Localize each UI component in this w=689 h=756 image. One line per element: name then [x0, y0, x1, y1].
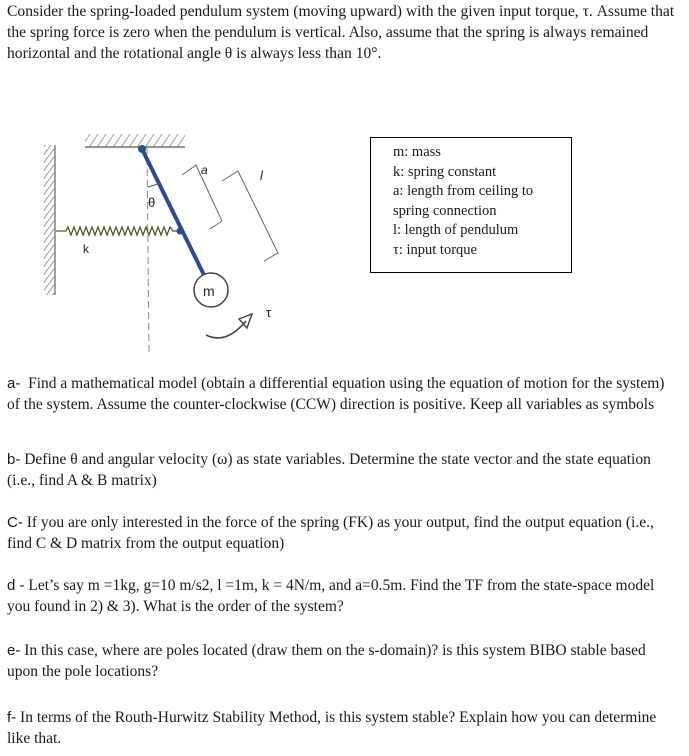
question-b-label: b- [7, 451, 21, 468]
question-a [7, 373, 679, 415]
k-label: k [83, 242, 89, 256]
question-a-text: Find a mathematical model (obtain a differential equation using the equation of motion for the system) of the system. Assume the counter-clockwise (CCW) direction is positive. Keep all variables as symbols [7, 375, 665, 413]
problem-intro: Consider the spring-loaded pendulum system (moving upward) with the given input torque, τ. Assume that the spring force is zero when the pendulum is vertical. Also, assume that the spring is always remained horizontal and the rotational angle θ is always less than 10°. [7, 3, 675, 62]
pendulum-rod [142, 149, 204, 275]
spring [56, 227, 180, 235]
theta-label: θ [148, 195, 156, 210]
legend-mass: m: mass [393, 144, 441, 160]
tau-label: τ [266, 305, 272, 320]
question-c-text: If you are only interested in the force of the spring (FK) as your output, find the output equation (i.e., find C & D matrix from the output equation) [7, 514, 654, 552]
question-e-text: In this case, where are poles located (draw them on the s-domain)? is this system BIBO stable based upon the pole locations? [7, 642, 646, 680]
m-label: m [203, 283, 215, 299]
torque-arrow-icon [206, 321, 246, 338]
a-label: a [201, 163, 208, 177]
question-d-text: Let’s say m =1kg, g=10 m/s2, l =1m, k = 4N/m, and a=0.5m. Find the TF from the state-space model you found in 2) & 3). What is the order of the system? [7, 577, 655, 615]
ceiling [85, 134, 185, 147]
question-d-label: d - [7, 577, 25, 594]
legend-l: l: length of pendulum [393, 222, 519, 238]
legend-tau: τ: input torque [393, 241, 477, 258]
question-d [7, 575, 679, 617]
question-b [7, 449, 679, 491]
question-e [7, 640, 679, 682]
question-c [7, 512, 679, 554]
spring-attachment [177, 228, 184, 235]
pivot [138, 145, 146, 153]
vertical-reference [147, 147, 149, 353]
question-a-label: a- [7, 375, 21, 392]
question-f [7, 707, 679, 749]
question-f-label: f- [7, 709, 17, 726]
pendulum-diagram [0, 125, 350, 365]
question-e-label: e- [7, 642, 21, 659]
question-c-label: C- [7, 514, 23, 531]
l-dimension-bracket [222, 171, 278, 261]
l-label: l [260, 168, 263, 183]
question-f-text: In terms of the Routh-Hurwitz Stability Method, is this system stable? Explain how you can determine like that. [7, 709, 657, 747]
question-b-text: Define θ and angular velocity (ω) as state variables. Determine the state vector and the state equation (i.e., find A & B matrix) [7, 451, 651, 489]
legend-spring: k: spring constant [393, 163, 497, 180]
legend-a-line1: a: length from ceiling to [393, 183, 534, 199]
wall [44, 145, 55, 295]
legend-box [370, 137, 572, 273]
legend-a-line2: spring connection [393, 202, 497, 219]
